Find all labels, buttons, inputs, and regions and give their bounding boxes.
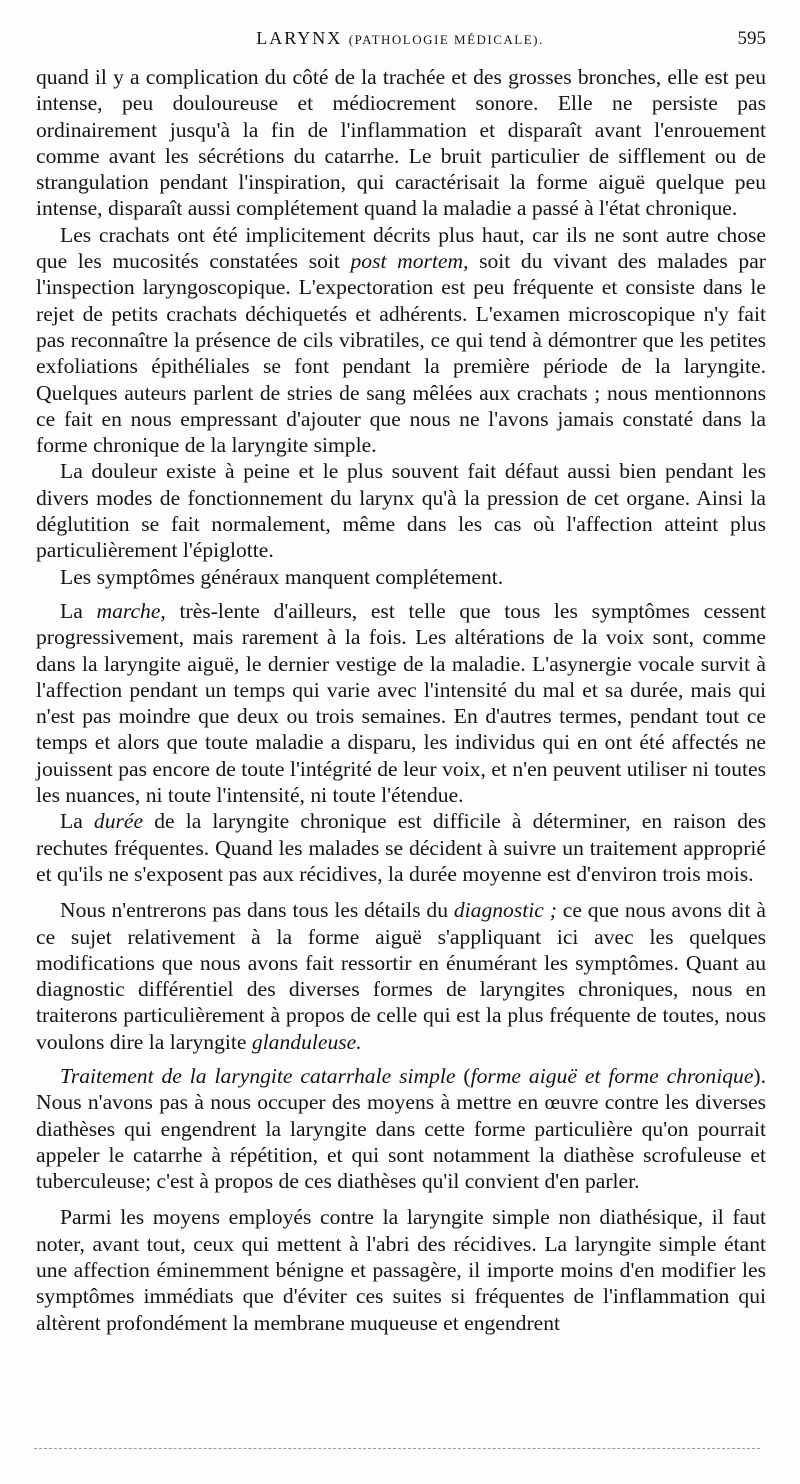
text-run: Les crachats ont été implicitement décrits plus haut, car ils ne sont autre chose que les mucosités constatées soit: [36, 222, 766, 274]
paragraph: [36, 1063, 766, 1194]
text-run: quand il y a complication du côté de la trachée et des grosses bronches, elle est peu intense, peu douloureuse et médiocrement sonore. Elle ne persiste pas ordinairement jusqu'à la fin de l'inflammation et disparaît avant l'enrouement comme avant les sécrétions du catarrhe. Le bruit particulier de sifflement ou de strangulation pendant l'inspiration, qui caractérisait la forme aiguë quelque peu intense, disparaît aussi complétement quand la maladie a passé à l'état chronique.: [36, 65, 766, 221]
italic-text: marche,: [96, 598, 166, 623]
text-run: ). Nous n'avons pas à nous occuper des moyens à mettre en œuvre contre les diverses diathèses qui engendrent la laryngite dans cette forme particulière qu'on pourrait appeler le catarrhe à répétition, et qui sont notamment la diathèse scrofuleuse et tuberculeuse; c'est à propos de ces diathèses qu'il convient d'en parler.: [36, 1063, 766, 1194]
body-text: [36, 64, 766, 1336]
italic-text: forme aiguë et forme chronique: [470, 1063, 754, 1088]
text-run: soit du vivant des malades par l'inspection laryngoscopique. L'expectoration est peu fréquente et consiste dans le rejet de petits crachats déchiquetés et adhérents. L'examen microscopique n'y fait pas reconnaître la présence de cils vibratiles, ce qui tend à démontrer que les petites exfoliations épithéliales se font pendant la première période de la laryngite. Quelques auteurs parlent de stries de sang mêlées aux crachats ; nous mentionnons ce fait en nous empressant d'ajouter que nous ne l'avons jamais constaté dans la forme chronique de la laryngite simple.: [36, 249, 766, 458]
paragraph: [36, 222, 766, 459]
paragraph: [36, 458, 766, 563]
paragraph: [36, 598, 766, 808]
italic-text: post mortem,: [350, 249, 469, 274]
text-run: Parmi les moyens employés contre la laryngite simple non diathésique, il faut noter, avant tout, ceux qui mettent à l'abri des récidives. La laryngite simple étant une affection éminemment bénigne et passagère, il importe moins d'en modifier les symptômes immédiats que d'éviter ces suites si fréquentes de l'inflammation qui altèrent profondément la membrane muqueuse et engendrent: [36, 1205, 766, 1335]
text-run: La douleur existe à peine et le plus souvent fait défaut aussi bien pendant les divers modes de fonctionnement du larynx qu'à la pression de cet organe. Ainsi la déglutition se fait normalement, même dans les cas où l'affection atteint plus particulièrement l'épiglotte.: [36, 459, 766, 563]
paragraph: [36, 808, 766, 887]
page-number: 595: [737, 28, 766, 49]
running-title: [34, 28, 766, 49]
text-run: Nous n'entrerons pas dans tous les détails du: [60, 898, 454, 923]
paragraph: [36, 64, 766, 222]
text-run: Les symptômes généraux manquent complétement.: [60, 564, 504, 589]
text-run: La: [60, 598, 97, 623]
italic-text: diagnostic ;: [453, 898, 557, 923]
running-header: [34, 28, 766, 56]
text-run: ce que nous avons dit à ce sujet relativement à la forme aiguë s'appliquant ici avec les quelques modifications que nous avons fait ressortir en énumérant les symptômes. Quant au diagnostic différentiel des diverses formes de laryngites chroniques, nous en traiterons particulièrement à propos de celle qui est la plus fréquente de toutes, nous voulons dire la laryngite: [36, 898, 767, 1054]
header-subtitle: (PATHOLOGIE MÉDICALE).: [348, 32, 544, 47]
paragraph: [36, 897, 766, 1055]
italic-text: Traitement de la laryngite catarrhale simple: [60, 1063, 456, 1088]
text-run: La: [60, 809, 94, 834]
italic-text: glanduleuse.: [251, 1029, 362, 1054]
header-title: LARYNX: [256, 28, 343, 48]
paragraph: [36, 1204, 766, 1335]
footer-rule: [34, 1448, 760, 1449]
text-run: de la laryngite chronique est difficile à déterminer, en raison des rechutes fréquentes. Quand les malades se décident à suivre un traitement approprié et qu'ils ne s'exposent pas aux récidives, la durée moyenne est d'environ trois mois.: [36, 809, 766, 886]
text-run: très-lente d'ailleurs, est telle que tous les symptômes cessent progressivement, mais rarement à la fois. Les altérations de la voix sont, comme dans la laryngite aiguë, le dernier vestige de la maladie. L'asynergie vocale survit à l'affection pendant un temps qui varie avec l'intensité du mal et sa durée, mais qui n'est pas moindre que deux ou trois semaines. En d'autres termes, pendant tout ce temps et alors que toute maladie a disparu, les individus qui en ont été affectés ne jouissent pas encore de toute l'intégrité de leur voix, et n'en peuvent utiliser ni toutes les nuances, ni toute l'intensité, ni toute l'étendue.: [36, 598, 766, 808]
text-run: (: [455, 1063, 471, 1088]
italic-text: durée: [93, 809, 144, 834]
paragraph: [36, 564, 766, 590]
